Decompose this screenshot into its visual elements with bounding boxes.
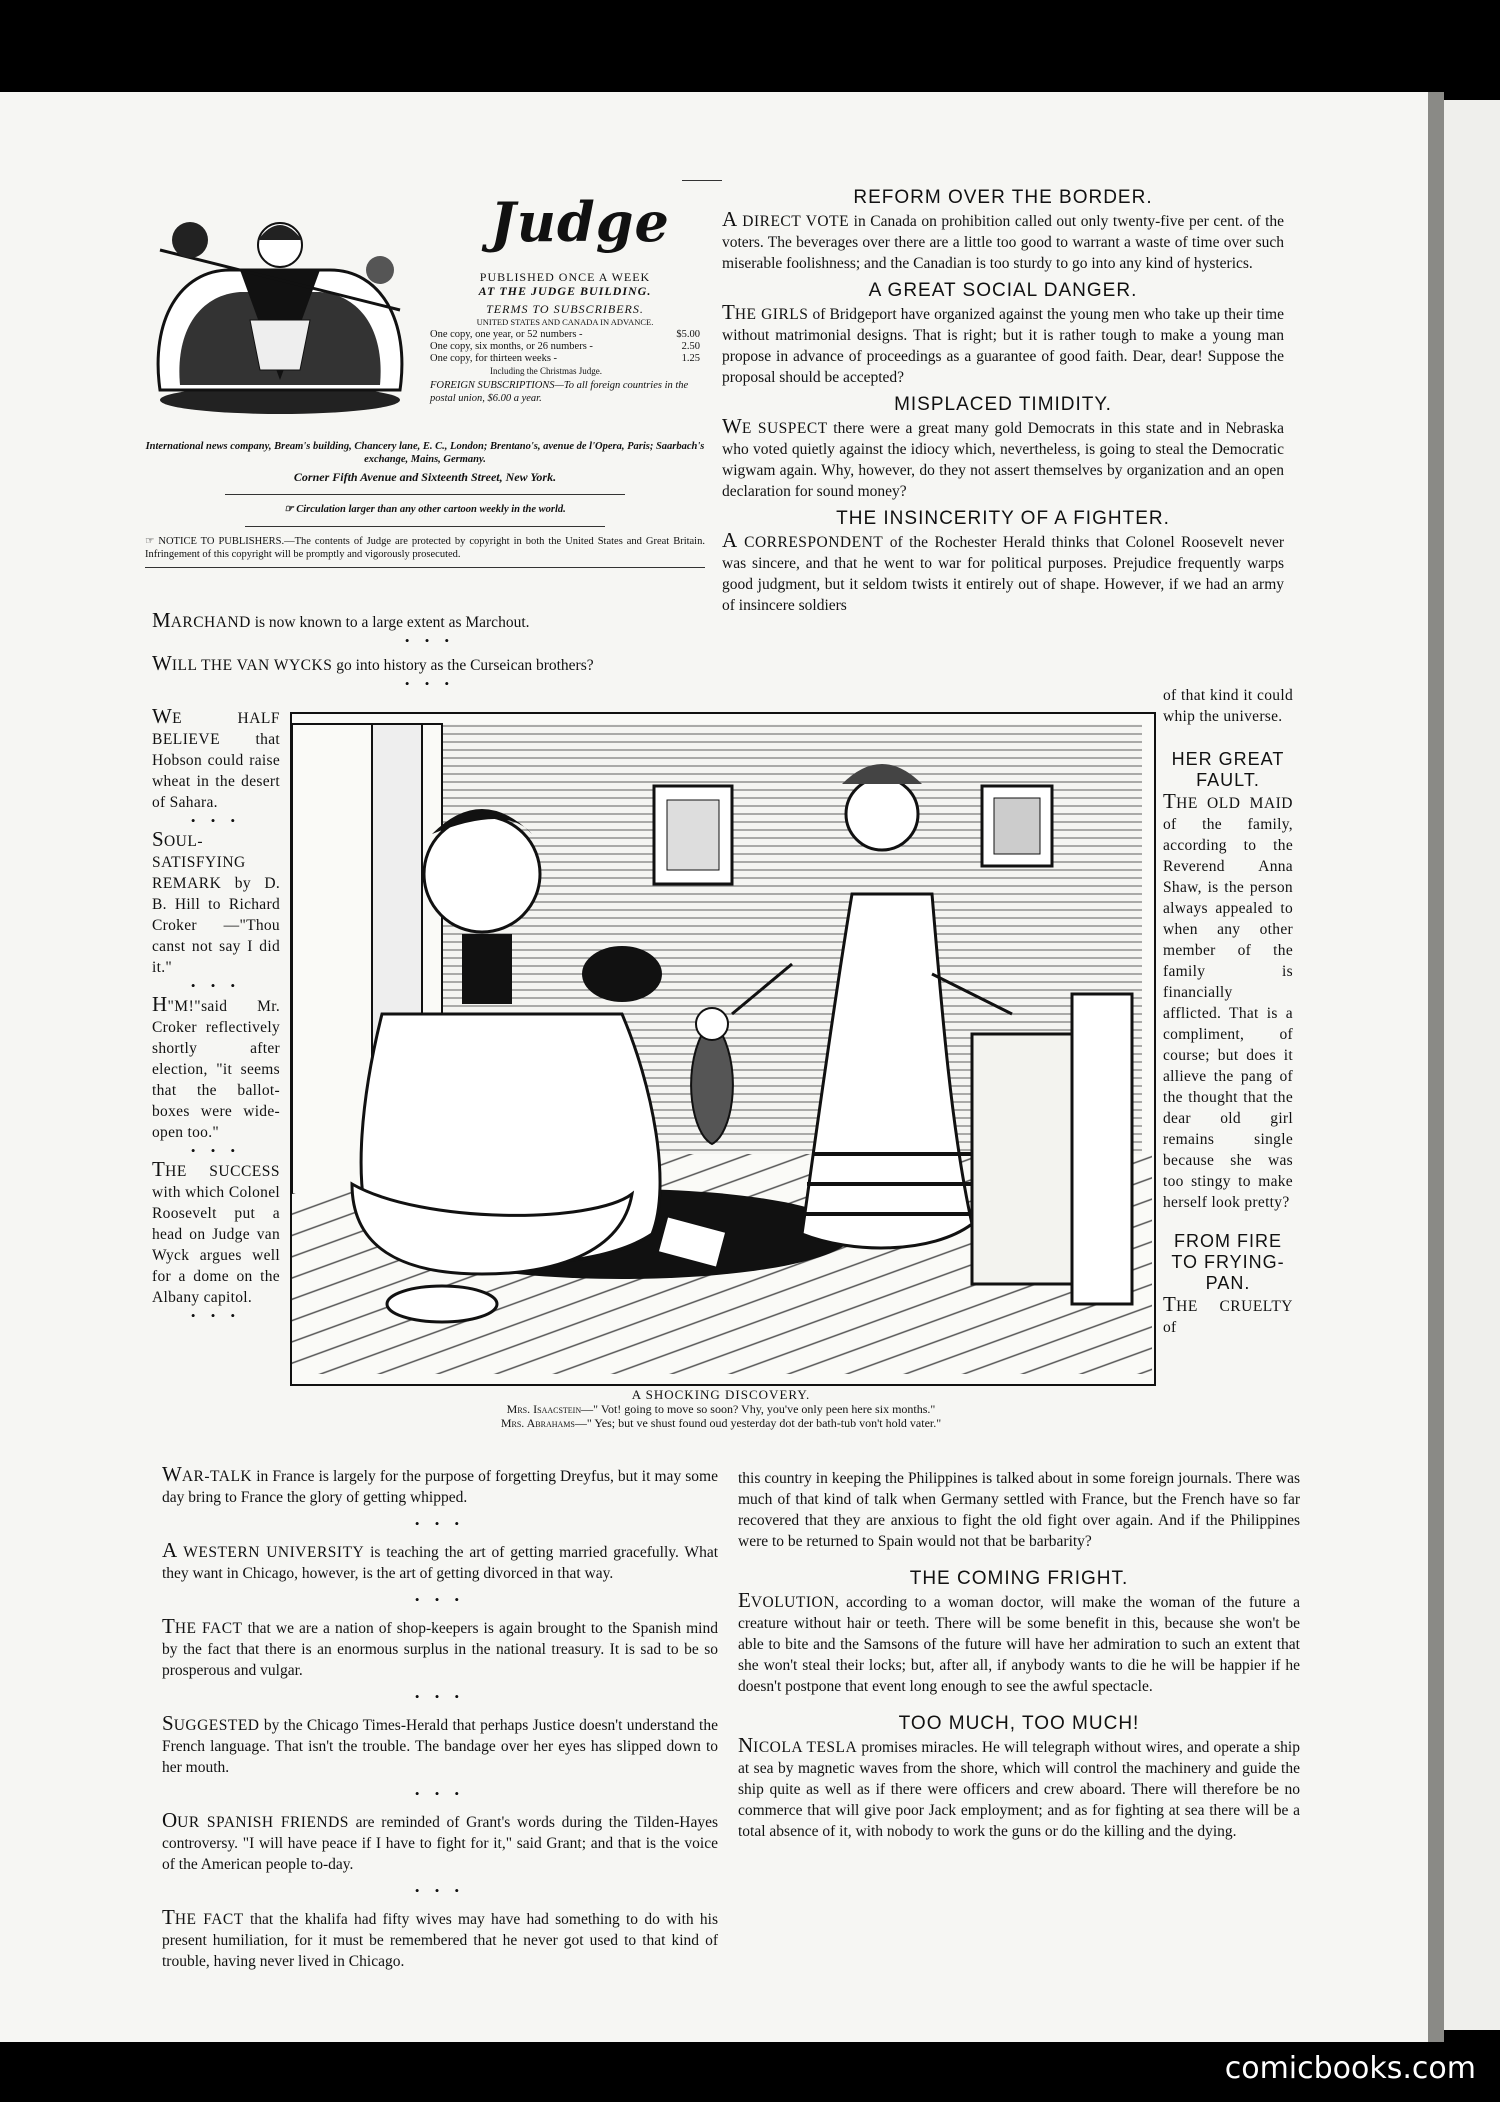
next-page-strip: [1444, 100, 1500, 2030]
separator-dots: • • •: [414, 1786, 466, 1801]
site-watermark: comicbooks.com: [1224, 2051, 1476, 2086]
foreign-subscriptions: FOREIGN SUBSCRIPTIONS—To all foreign countries in the postal union, $6.00 a year.: [430, 380, 689, 404]
agents-line: International news company, Bream's building, Chancery lane, E. C., London; Brentano's, avenue de l'Opera, Paris; Saarbach's exchange, Mains, Germany.: [145, 441, 705, 465]
side-paragraph: H"M!"said Mr. Croker reflectively shortly after election, "it seems that the ballot-boxes were wide-open too.": [152, 992, 280, 1141]
article-heading: THE COMING FRIGHT.: [909, 1568, 1129, 1589]
masthead-info: [430, 270, 700, 405]
continued-text: of that kind it could whip the universe.: [1163, 687, 1293, 725]
continued-text: this country in keeping the Philippines is talked about in some foreign journals. There was much of that kind of talk when Germany settled with France, but the French have so far recovered that they are anxious to fight the old fight over again. And if the Philippines were to be returned to Spain would not that be barbarity?: [738, 1470, 1300, 1550]
top-rule: [682, 180, 722, 181]
article-heading: REFORM OVER THE BORDER.: [853, 187, 1153, 208]
masthead-agents: [145, 440, 705, 568]
pointing-hand-icon: ☞: [284, 504, 297, 515]
article-body: A CORRESPONDENT of the Rochester Herald thinks that Colonel Roosevelt never was sincere, and that he went to war for political purposes. Prejudice frequently warps good judgment, but it seldom twists it entirely out of shape. However, if we had an army of insincere soldiers: [722, 528, 1284, 614]
side-paragraph: THE CRUELTY of: [1163, 1292, 1293, 1336]
rates-list: [430, 329, 700, 377]
left-narrow-column: [152, 706, 280, 1324]
published-line: PUBLISHED ONCE A WEEK: [479, 270, 651, 284]
caption-title: A SHOCKING DISCOVERY.: [631, 1387, 811, 1402]
terms-sub: UNITED STATES AND CANADA IN ADVANCE.: [476, 317, 654, 327]
side-paragraph: THE SUCCESS with which Colonel Roosevelt put a head on Judge van Wyck argues well for a dome on the Albany capitol.: [152, 1157, 280, 1306]
paragraph: THE FACT that we are a nation of shop-keepers is again brought to the Spanish mind by the fact that there is an enormous surplus in the national treasury. It is sad to be so prosperous and vulgar.: [162, 1614, 718, 1679]
separator-dots: • • •: [190, 978, 242, 993]
divider: [225, 494, 625, 495]
cartoon-illustration: [290, 712, 1156, 1386]
paragraph: A WESTERN UNIVERSITY is teaching the art of getting married gracefully. What they want in Chicago, however, is the art of getting divorced in that way.: [162, 1538, 719, 1582]
rates-note: Including the Christmas Judge.: [490, 366, 602, 376]
divider: [145, 567, 705, 568]
divider: [245, 526, 605, 527]
right-column-top: [722, 180, 1284, 616]
circulation-line: ☞ Circulation larger than any other cartoon weekly in the world.: [284, 504, 566, 515]
judge-figure-icon: [140, 200, 420, 420]
separator-dots: • • •: [414, 1516, 466, 1531]
terms-heading: TERMS TO SUBSCRIBERS.: [486, 302, 644, 316]
separator-dots: • • •: [414, 1689, 466, 1704]
caption-line: Mrs. Abrahams—" Yes; but ve shust found oud yesterday dot der bath-tub von't hold vater.": [500, 1416, 942, 1430]
separator-dots: • • •: [414, 1592, 466, 1607]
paragraph: MARCHAND is now known to a large extent as Marchout.: [152, 608, 530, 632]
article-body: EVOLUTION, according to a woman doctor, will make the woman of the future a creature without hair or teeth. There will be some benefit in this, because she won't be able to bite and the Samsons of the future will have her admiration to such an extent that she won't steal their locks; but, after all, if anybody wants to die he will be happier if he doesn't postpone that event long enough to see the awful spectacle.: [738, 1588, 1300, 1695]
page-edge: [1428, 92, 1444, 2042]
rate-row: One copy, six months, or 26 numbers - 2.50: [430, 341, 700, 352]
notice-to-publishers: ☞ NOTICE TO PUBLISHERS.—The contents of Judge are protected by copyright in both the United States and Great Britain. Infringement of this copyright will be promptly and vigorously prosecuted.: [145, 536, 705, 560]
pointing-hand-icon: ☞: [145, 536, 159, 547]
paragraph: SUGGESTED by the Chicago Times-Herald that perhaps Justice doesn't understand the French language. That isn't the trouble. The bandage over her eyes has slipped down to her mouth.: [162, 1711, 718, 1776]
side-paragraph: WE HALF BELIEVE that Hobson could raise wheat in the desert of Sahara.: [152, 704, 280, 811]
separator-dots: • • •: [190, 1143, 242, 1158]
separator-dots: • • •: [404, 633, 456, 648]
article-heading: FROM FIRE TO FRYING-PAN.: [1171, 1231, 1285, 1293]
article-body: THE GIRLS of Bridgeport have organized against the young men who take up their time without matrimonial designs. That is right; but it is rather tough to make a young man propose in advance of proceedings as a guarantee of good faith. Dear, dear! Suppose the proposal should be accepted?: [722, 300, 1284, 386]
separator-dots: • • •: [190, 1308, 242, 1323]
article-heading: TOO MUCH, TOO MUCH!: [898, 1713, 1140, 1734]
right-narrow-column: [1163, 685, 1293, 1338]
judge-logo: Judge: [490, 190, 670, 254]
left-short-paras: [152, 610, 708, 692]
article-heading: HER GREAT FAULT.: [1171, 749, 1285, 790]
shocking-discovery-cartoon-icon: [292, 714, 1154, 1384]
bottom-left-column: [162, 1464, 718, 1972]
separator-dots: • • •: [404, 676, 456, 691]
article-heading: A GREAT SOCIAL DANGER.: [868, 280, 1138, 301]
article-body: A DIRECT VOTE in Canada on prohibition called out only twenty-five per cent. of the voters. The beverages over there are a little too good to warrant a waste of time over such miserable foolishness; and the Canadian is too sturdy to go into any kind of hysterics.: [722, 207, 1285, 272]
cartoon-caption: [290, 1388, 1152, 1430]
address-line: Corner Fifth Avenue and Sixteenth Street, New York.: [293, 470, 557, 484]
article-body: WE SUSPECT there were a great many gold Democrats in this state and in Nebraska who voted quietly against the idiocy which, nevertheless, is going to steal the Democratic wigwam again. Why, however, do they not assert themselves by organization and an open declaration for sound money?: [722, 414, 1284, 500]
bottom-right-column: [738, 1468, 1300, 1842]
article-heading: THE INSINCERITY OF A FIGHTER.: [836, 508, 1170, 529]
paragraph: OUR SPANISH FRIENDS are reminded of Grant's words during the Tilden-Hayes controversy. "I will have peace if I have to fight for it," said Grant; and that is the voice of the American people to-day.: [162, 1808, 718, 1873]
masthead-title: [470, 190, 690, 254]
side-paragraph: SOUL-SATISFYING REMARK by D. B. Hill to Richard Croker —"Thou canst not say I did it.": [152, 827, 280, 976]
article-heading: MISPLACED TIMIDITY.: [894, 394, 1112, 415]
paragraph: WILL THE VAN WYCKS go into history as the Curseican brothers?: [152, 651, 594, 675]
masthead-illustration: [140, 200, 420, 420]
side-paragraph: THE OLD MAID of the family, according to the Reverend Anna Shaw, is the person always appealed to when any other member of the family is financially afflicted. That is a compliment, of course; but does it allieve the pang of the thought that the dear old girl remains single because she was too stingy to make herself look pretty?: [1163, 789, 1293, 1211]
paragraph: THE FACT that the khalifa had fifty wives may have had something to do with his present humiliation, for it must be remembered that he never got used to that kind of trouble, having never lived in Chicago.: [162, 1905, 718, 1970]
caption-line: Mrs. Isaacstein—" Vot! going to move so soon? Vhy, you've only peen here six months.": [506, 1402, 936, 1416]
separator-dots: • • •: [414, 1883, 466, 1898]
separator-dots: • • •: [190, 813, 242, 828]
paragraph: WAR-TALK in France is largely for the purpose of forgetting Dreyfus, but it may some day bring to France the glory of getting whipped.: [162, 1462, 718, 1506]
building-line: AT THE JUDGE BUILDING.: [478, 284, 652, 298]
rate-row: One copy, one year, or 52 numbers - $5.00: [430, 329, 700, 340]
rate-row: One copy, for thirteen weeks - 1.25: [430, 353, 700, 364]
article-body: NICOLA TESLA promises miracles. He will telegraph without wires, and operate a ship at sea by magnetic waves from the shore, which will control the machinery and guide the ship quite as well as if there were officers and crew aboard. There will therefore be no commerce that will give poor Jack employment; and as for fighting at sea there will be a total absence of it, with nobody to work the guns or do the killing and the dying.: [738, 1733, 1300, 1840]
